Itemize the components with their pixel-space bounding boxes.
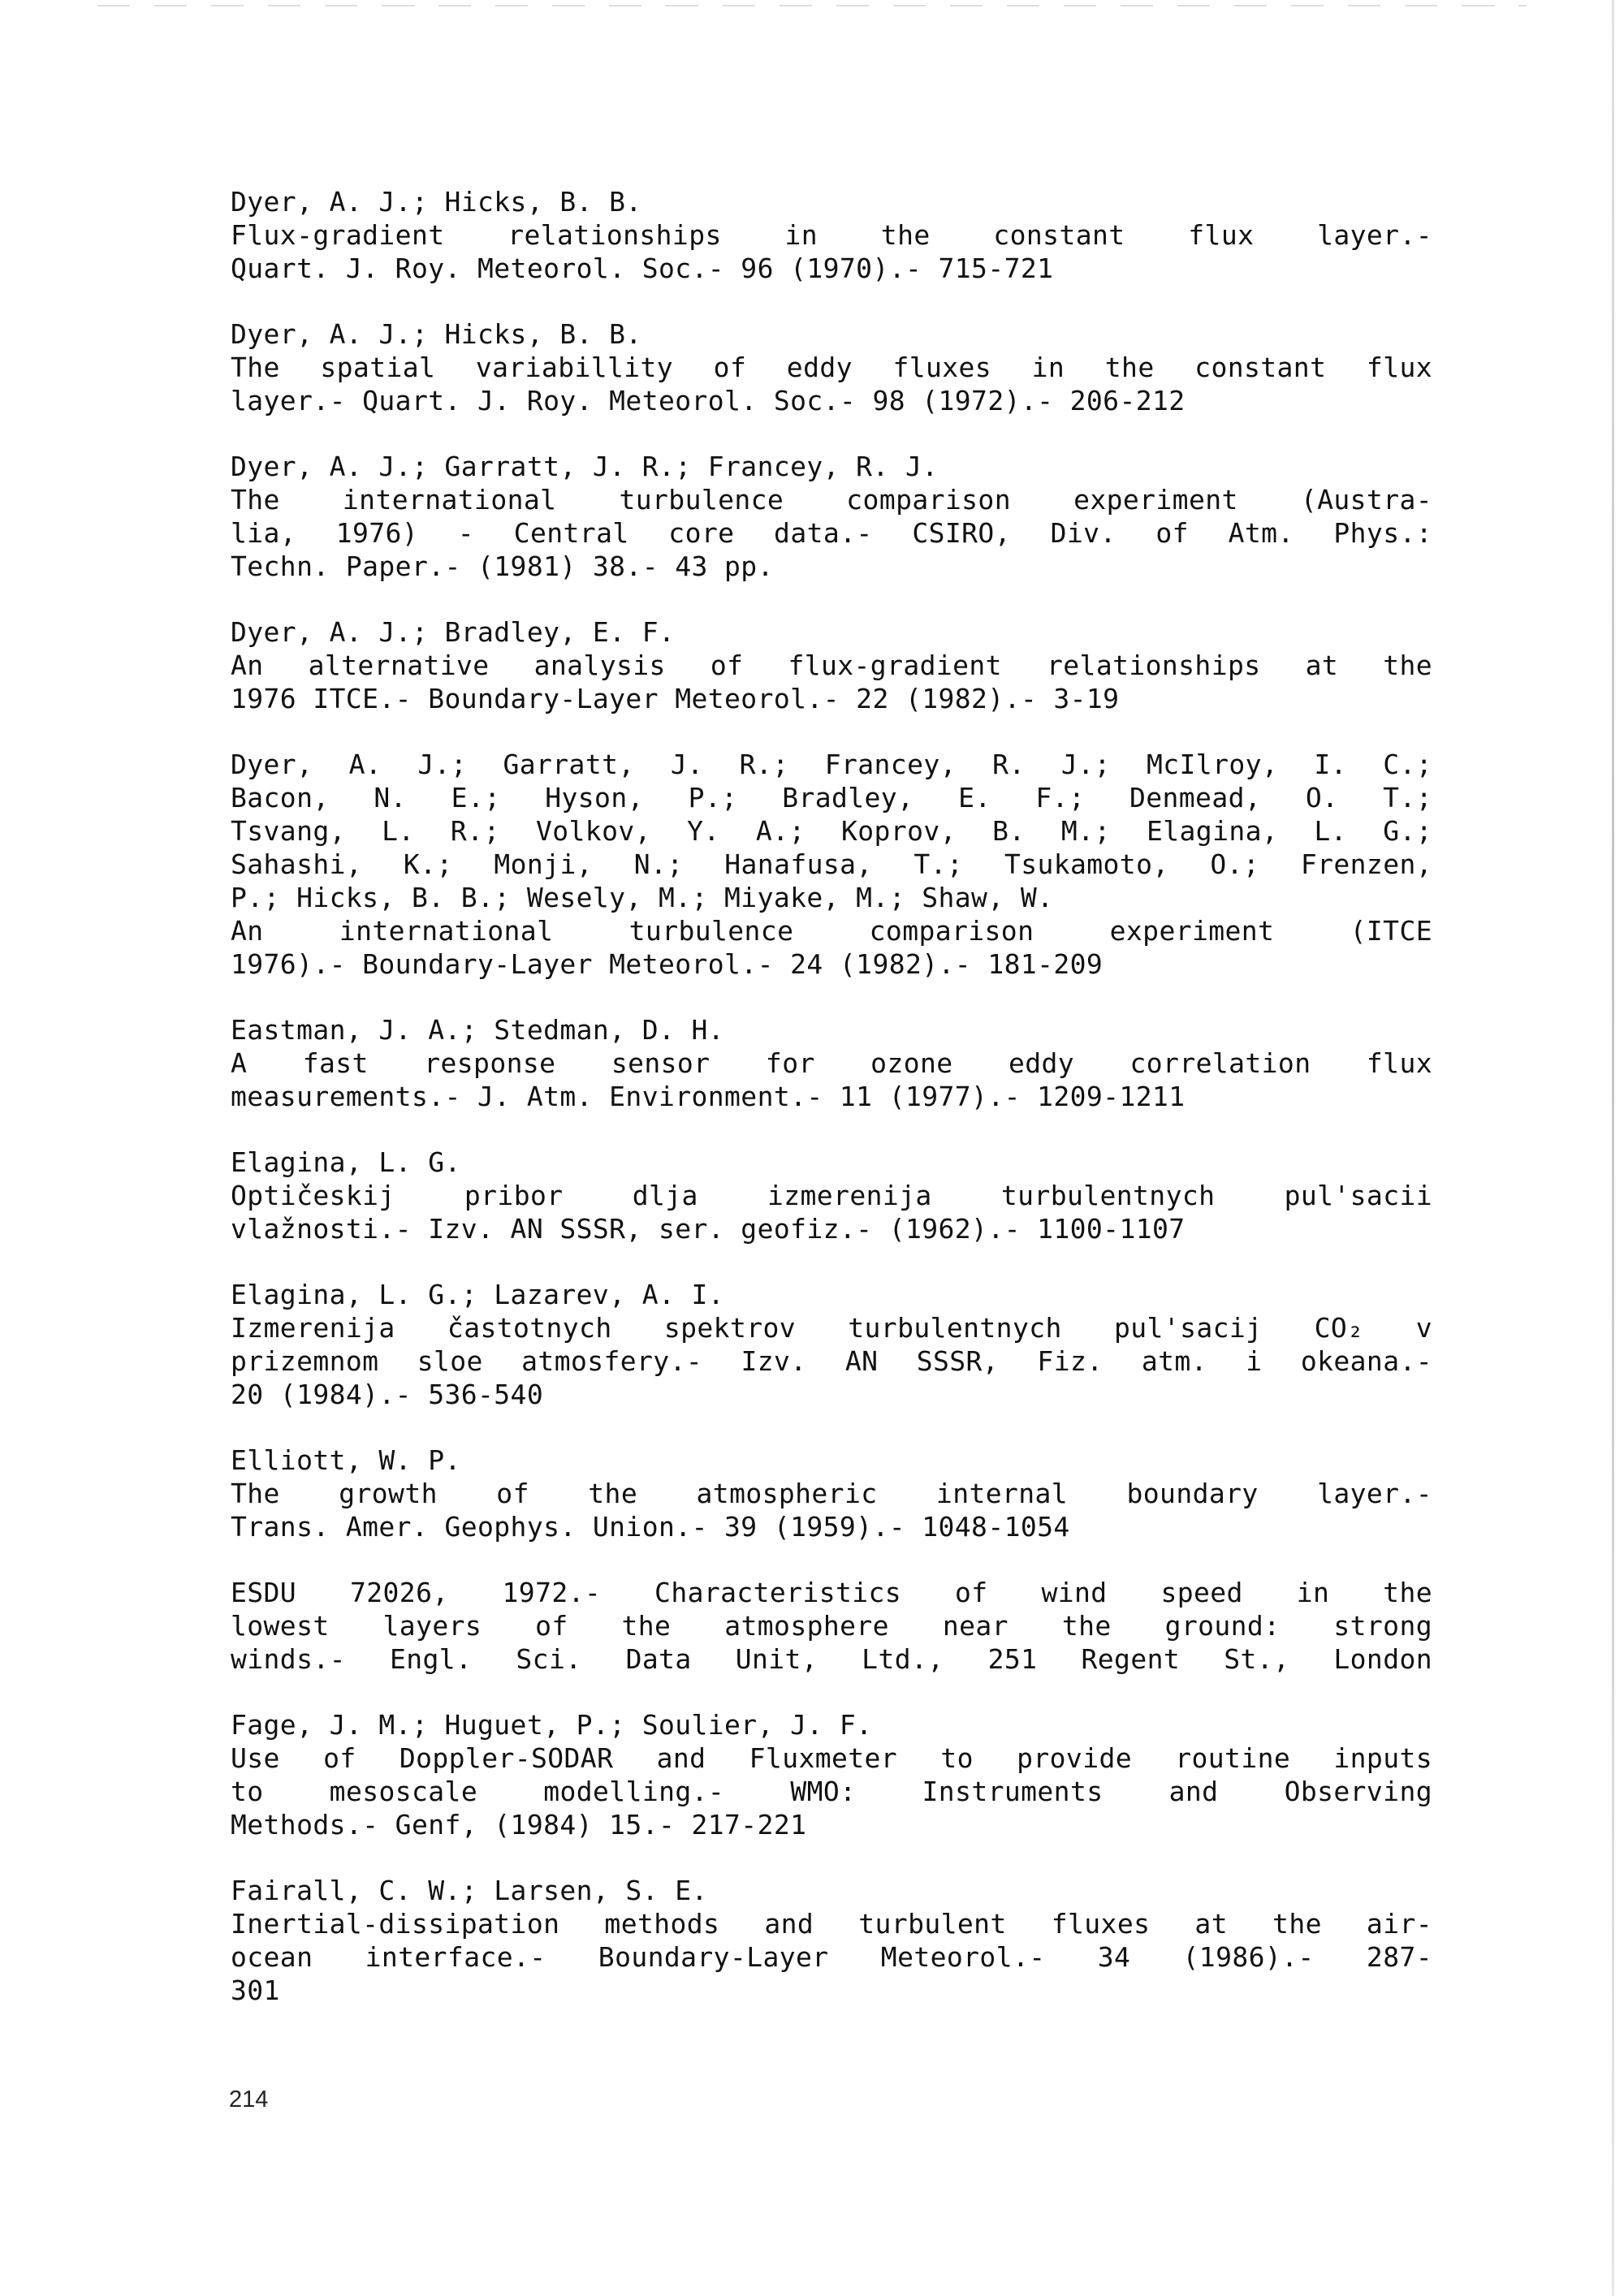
reference-entry <box>231 615 1432 715</box>
reference-text-line: The spatial variabillity of eddy fluxes in the constant flux <box>231 352 1432 383</box>
reference-text-line: measurements.- J. Atm. Environment.- 11 (1977).- 1209-1211 <box>231 1081 1186 1112</box>
reference-text-line: lowest layers of the atmosphere near the ground: strong <box>231 1610 1432 1642</box>
page-number: 214 <box>229 2087 269 2113</box>
reference-text-line: prizemnom sloe atmosfery.- Izv. AN SSSR, Fiz. atm. i okeana.- <box>231 1345 1432 1377</box>
reference-text-line: Quart. J. Roy. Meteorol. Soc.- 96 (1970).- 715-721 <box>231 252 1054 284</box>
reference-authors-line: Dyer, A. J.; Garratt, J. R.; Francey, R. J. <box>231 451 939 482</box>
reference-text-line: vlažnosti.- Izv. AN SSSR, ser. geofiz.- (1962).- 1100-1107 <box>231 1213 1186 1245</box>
reference-text-line: An alternative analysis of flux-gradient relationships at the <box>231 650 1432 681</box>
reference-entry <box>231 1708 1432 1841</box>
reference-authors-line: Eastman, J. A.; Stedman, D. H. <box>231 1014 725 1046</box>
reference-authors-line: Fage, J. M.; Huguet, P.; Soulier, J. F. <box>231 1709 873 1741</box>
reference-authors-line: Elagina, L. G. <box>231 1146 461 1178</box>
reference-authors-line: Dyer, A. J.; Hicks, B. B. <box>231 318 642 350</box>
reference-text-line: Techn. Paper.- (1981) 38.- 43 pp. <box>231 550 774 582</box>
reference-text-line: lia, 1976) - Central core data.- CSIRO, Div. of Atm. Phys.: <box>231 517 1432 549</box>
reference-authors-line: ESDU 72026, 1972.- Characteristics of wind speed in the <box>231 1577 1432 1608</box>
reference-text-line: layer.- Quart. J. Roy. Meteorol. Soc.- 98 (1972).- 206-212 <box>231 385 1186 416</box>
reference-text-line: Tsvang, L. R.; Volkov, Y. A.; Koprov, B. M.; Elagina, L. G.; <box>231 815 1432 847</box>
reference-list <box>231 185 1432 2039</box>
reference-text-line: 1976 ITCE.- Boundary-Layer Meteorol.- 22 (1982).- 3-19 <box>231 683 1120 714</box>
reference-text-line: A fast response sensor for ozone eddy correlation flux <box>231 1047 1432 1079</box>
scan-artifact-top <box>97 5 1527 6</box>
reference-authors-line: Elliott, W. P. <box>231 1444 461 1476</box>
reference-text-line: Optičeskij pribor dlja izmerenija turbulentnych pul'sacii <box>231 1180 1432 1211</box>
reference-text-line: winds.- Engl. Sci. Data Unit, Ltd., 251 Regent St., London <box>231 1643 1432 1675</box>
reference-authors-line: Dyer, A. J.; Hicks, B. B. <box>231 186 642 218</box>
reference-text-line: 20 (1984).- 536-540 <box>231 1379 544 1410</box>
reference-entry <box>231 1576 1432 1676</box>
reference-text-line: Methods.- Genf, (1984) 15.- 217-221 <box>231 1809 807 1841</box>
reference-text-line: Sahashi, K.; Monji, N.; Hanafusa, T.; Tsukamoto, O.; Frenzen, <box>231 848 1432 880</box>
reference-text-line: Bacon, N. E.; Hyson, P.; Bradley, E. F.; Denmead, O. T.; <box>231 782 1432 814</box>
reference-text-line: Inertial-dissipation methods and turbulent fluxes at the air- <box>231 1908 1432 1940</box>
reference-text-line: ocean interface.- Boundary-Layer Meteorol.- 34 (1986).- 287- <box>231 1941 1432 1973</box>
reference-entry <box>231 1278 1432 1411</box>
reference-authors-line: Elagina, L. G.; Lazarev, A. I. <box>231 1279 725 1310</box>
reference-text-line: Trans. Amer. Geophys. Union.- 39 (1959).- 1048-1054 <box>231 1511 1070 1543</box>
reference-text-line: Izmerenija častotnych spektrov turbulentnych pul'sacij CO₂ v <box>231 1312 1432 1344</box>
reference-authors-line: Fairall, C. W.; Larsen, S. E. <box>231 1875 708 1906</box>
reference-entry <box>231 317 1432 417</box>
reference-text-line: The international turbulence comparison experiment (Austra- <box>231 484 1432 516</box>
reference-text-line: Use of Doppler-SODAR and Fluxmeter to provide routine inputs <box>231 1742 1432 1774</box>
reference-entry <box>231 1146 1432 1245</box>
reference-entry <box>231 450 1432 583</box>
reference-text-line: 1976).- Boundary-Layer Meteorol.- 24 (1982).- 181-209 <box>231 948 1104 980</box>
reference-entry <box>231 1874 1432 2007</box>
reference-authors-line: Dyer, A. J.; Garratt, J. R.; Francey, R. J.; McIlroy, I. C.; <box>231 749 1432 780</box>
reference-entry <box>231 185 1432 285</box>
scan-artifact-edge <box>1612 0 1614 2296</box>
reference-text-line: The growth of the atmospheric internal boundary layer.- <box>231 1478 1432 1509</box>
reference-authors-line: Dyer, A. J.; Bradley, E. F. <box>231 616 676 648</box>
reference-text-line: 301 <box>231 1974 280 2006</box>
reference-text-line: P.; Hicks, B. B.; Wesely, M.; Miyake, M.; Shaw, W. <box>231 882 1054 913</box>
reference-text-line: Flux-gradient relationships in the constant flux layer.- <box>231 219 1432 251</box>
reference-entry <box>231 748 1432 981</box>
reference-entry <box>231 1444 1432 1543</box>
reference-text-line: An international turbulence comparison experiment (ITCE <box>231 915 1432 947</box>
reference-entry <box>231 1013 1432 1113</box>
reference-text-line: to mesoscale modelling.- WMO: Instruments and Observing <box>231 1776 1432 1807</box>
